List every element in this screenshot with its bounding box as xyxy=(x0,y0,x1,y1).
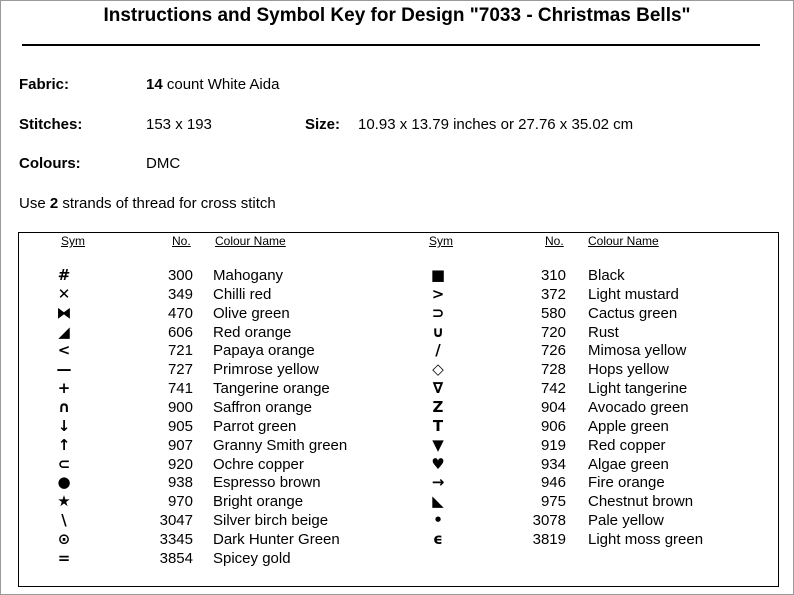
key-row-right xyxy=(19,473,778,492)
strands-prefix: Use xyxy=(19,195,50,212)
stitch-symbol-icon: ◣ xyxy=(432,492,444,511)
dmc-number: 300 xyxy=(167,267,193,284)
dmc-number: 900 xyxy=(167,398,193,416)
stitch-symbol-icon: T xyxy=(432,416,444,435)
header-no-left: No. xyxy=(172,234,191,248)
colour-name: Red orange xyxy=(213,323,292,341)
key-row-right xyxy=(19,511,778,530)
stitch-symbol-icon: ↓ xyxy=(57,416,71,435)
dmc-number: 372 xyxy=(540,285,566,303)
colour-name: Ochre copper xyxy=(213,455,304,473)
colour-name: Pale yellow xyxy=(588,512,664,530)
colour-name: Spicey gold xyxy=(213,549,291,567)
stitch-symbol-icon: = xyxy=(57,548,71,567)
dmc-number: 721 xyxy=(167,342,193,360)
dmc-number: 3078 xyxy=(532,512,566,530)
colour-name: Avocado green xyxy=(588,398,689,416)
dmc-number: 3819 xyxy=(532,530,566,548)
stitch-symbol-icon: Z xyxy=(432,397,444,416)
stitch-symbol-icon: ■ xyxy=(430,266,446,284)
dmc-number: 3854 xyxy=(159,549,193,567)
size-label: Size: xyxy=(305,116,341,133)
colour-name: Parrot green xyxy=(213,417,297,435)
stitch-symbol-icon: > xyxy=(431,284,445,303)
colour-name: Chestnut brown xyxy=(588,493,694,511)
colour-name: Espresso brown xyxy=(213,474,321,492)
colour-name: Black xyxy=(588,267,625,284)
fabric-description: count White Aida xyxy=(162,76,280,93)
colour-name: Olive green xyxy=(213,304,290,322)
dmc-number: 906 xyxy=(540,417,566,435)
key-row-right xyxy=(19,492,778,511)
key-row-right xyxy=(19,398,778,417)
dmc-number: 946 xyxy=(540,474,566,492)
dmc-number: 905 xyxy=(167,417,193,435)
stitch-symbol-icon: ⊂ xyxy=(57,454,71,473)
key-row-right xyxy=(19,323,778,342)
dmc-number: 3345 xyxy=(159,530,193,548)
dmc-number: 938 xyxy=(167,474,193,492)
colour-name: Light mustard xyxy=(588,285,679,303)
colour-name: Light tangerine xyxy=(588,380,688,398)
stitch-symbol-icon: ◢ xyxy=(58,322,70,341)
dmc-number: 907 xyxy=(167,436,193,454)
dmc-number: 728 xyxy=(540,361,566,379)
key-row-right xyxy=(19,417,778,436)
stitch-symbol-icon: ∇ xyxy=(432,379,444,398)
fabric-value xyxy=(146,76,279,93)
header-sym-right: Sym xyxy=(429,234,453,248)
symbol-key-table xyxy=(18,232,779,587)
stitch-symbol-icon: → xyxy=(431,473,445,492)
stitch-symbol-icon: ⧓ xyxy=(56,303,72,322)
key-row-right xyxy=(19,455,778,474)
stitch-symbol-icon: ● xyxy=(57,473,71,492)
dmc-number: 904 xyxy=(540,398,566,416)
title-divider xyxy=(22,44,760,46)
stitches-label: Stitches: xyxy=(19,116,83,133)
colours-value: DMC xyxy=(146,155,181,172)
colour-name: Saffron orange xyxy=(213,398,312,416)
key-row-right xyxy=(19,266,778,285)
stitch-symbol-icon: ◇ xyxy=(432,360,444,379)
colour-name: Apple green xyxy=(588,417,669,435)
colour-name: Bright orange xyxy=(213,493,304,511)
stitch-symbol-icon: ϵ xyxy=(433,529,443,548)
fabric-label: Fabric: xyxy=(19,76,70,93)
stitch-symbol-icon: ★ xyxy=(57,492,71,511)
header-no-right: No. xyxy=(545,234,564,248)
stitch-symbol-icon: ✕ xyxy=(57,284,71,303)
stitch-symbol-icon: ↑ xyxy=(57,435,71,454)
stitch-symbol-icon: — xyxy=(56,360,72,379)
dmc-number: 741 xyxy=(167,380,193,398)
stitch-symbol-icon: + xyxy=(57,379,71,398)
colour-name: Mimosa yellow xyxy=(588,342,687,360)
key-row-right xyxy=(19,341,778,360)
dmc-number: 975 xyxy=(540,493,566,511)
dmc-number: 920 xyxy=(167,455,193,473)
dmc-number: 726 xyxy=(540,342,566,360)
dmc-number: 580 xyxy=(540,304,566,322)
colour-name: Mahogany xyxy=(213,267,284,284)
header-name-left: Colour Name xyxy=(215,234,286,248)
dmc-number: 742 xyxy=(540,380,566,398)
colour-name: Rust xyxy=(588,323,619,341)
colour-name: Dark Hunter Green xyxy=(213,530,340,548)
colour-name: Granny Smith green xyxy=(213,436,348,454)
dmc-number: 470 xyxy=(167,304,193,322)
strands-count: 2 xyxy=(49,195,59,212)
key-row-left xyxy=(19,549,778,568)
colour-name: Silver birch beige xyxy=(213,512,329,530)
stitch-symbol-icon: \ xyxy=(61,511,67,530)
key-row-right xyxy=(19,285,778,304)
size-value: 10.93 x 13.79 inches or 27.76 x 35.02 cm xyxy=(358,116,634,133)
stitch-symbol-icon: • xyxy=(433,511,443,530)
stitch-symbol-icon: ∪ xyxy=(431,322,445,341)
stitch-symbol-icon: ∩ xyxy=(57,397,71,416)
colour-name: Cactus green xyxy=(588,304,678,322)
stitch-symbol-icon: < xyxy=(57,341,71,360)
stitch-symbol-icon: / xyxy=(435,341,441,360)
key-row-right xyxy=(19,530,778,549)
strands-instruction xyxy=(19,195,276,212)
colour-name: Light moss green xyxy=(588,530,704,548)
key-row-right xyxy=(19,360,778,379)
colour-name: Algae green xyxy=(588,455,669,473)
colour-name: Fire orange xyxy=(588,474,665,492)
dmc-number: 606 xyxy=(167,323,193,341)
colour-name: Tangerine orange xyxy=(213,380,330,398)
dmc-number: 919 xyxy=(540,436,566,454)
colour-name: Red copper xyxy=(588,436,666,454)
key-row-right xyxy=(19,379,778,398)
fabric-count: 14 xyxy=(146,76,163,93)
key-row-right xyxy=(19,304,778,323)
colour-name: Papaya orange xyxy=(213,342,315,360)
stitch-symbol-icon: ⊃ xyxy=(431,303,445,322)
colour-name: Hops yellow xyxy=(588,361,669,379)
key-row-right xyxy=(19,436,778,455)
stitch-symbol-icon: # xyxy=(57,266,71,284)
stitch-symbol-icon: ⊙ xyxy=(57,529,71,548)
dmc-number: 349 xyxy=(167,285,193,303)
stitches-value: 153 x 193 xyxy=(146,116,212,133)
dmc-number: 934 xyxy=(540,455,566,473)
colours-label: Colours: xyxy=(19,155,81,172)
strands-suffix: strands of thread for cross stitch xyxy=(58,195,276,212)
colour-name: Primrose yellow xyxy=(213,361,319,379)
dmc-number: 727 xyxy=(167,361,193,379)
stitch-symbol-icon: ▼ xyxy=(432,435,444,454)
header-sym-left: Sym xyxy=(61,234,85,248)
header-name-right: Colour Name xyxy=(588,234,659,248)
dmc-number: 310 xyxy=(540,267,566,284)
colour-name: Chilli red xyxy=(213,285,272,303)
dmc-number: 970 xyxy=(167,493,193,511)
stitch-symbol-icon: ♥ xyxy=(431,454,445,473)
page-title: Instructions and Symbol Key for Design "7033 - Christmas Bells" xyxy=(103,5,691,26)
dmc-number: 3047 xyxy=(159,512,193,530)
dmc-number: 720 xyxy=(540,323,566,341)
